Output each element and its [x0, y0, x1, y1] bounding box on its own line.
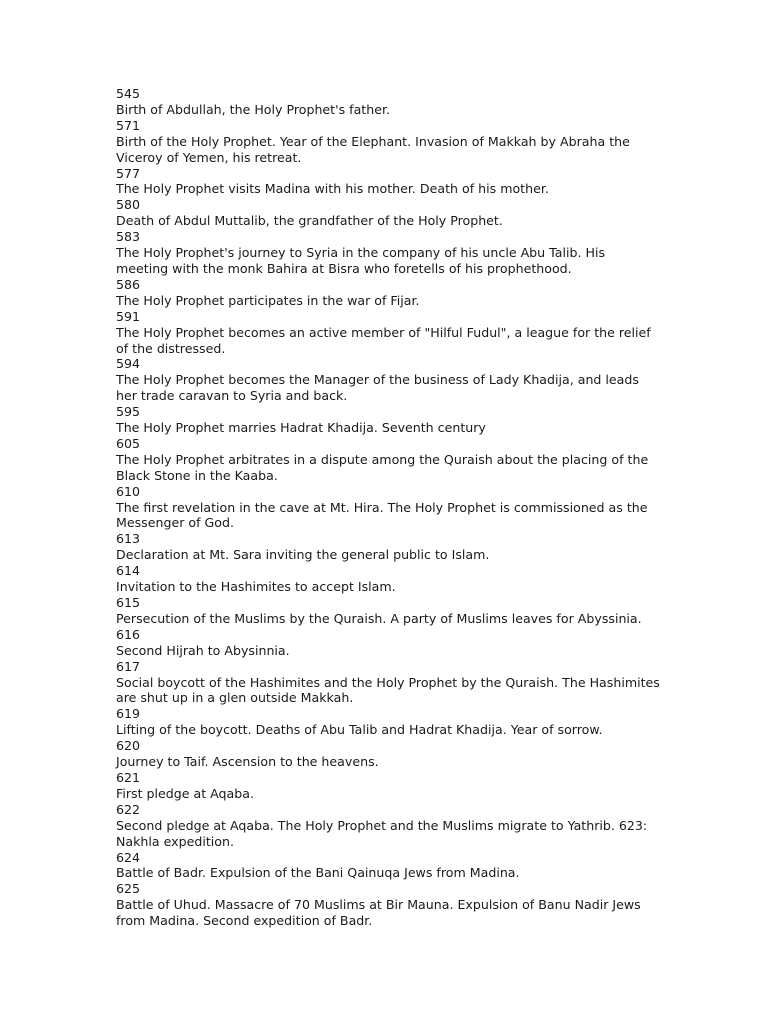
- entry-text: The Holy Prophet becomes the Manager of the business of Lady Khadija, and leads her trade caravan to Syria and back.: [116, 372, 639, 404]
- entry-text: The Holy Prophet participates in the war of Fijar.: [116, 292, 420, 308]
- timeline-entry: [116, 436, 661, 484]
- entry-year: 594: [116, 356, 141, 372]
- entry-year: 624: [116, 849, 141, 865]
- timeline-entry: [116, 484, 661, 532]
- entry-year: 622: [116, 801, 141, 817]
- entry-year: 605: [116, 435, 141, 451]
- entry-text: The Holy Prophet visits Madina with his mother. Death of his mother.: [116, 181, 549, 197]
- entry-text: The Holy Prophet's journey to Syria in the company of his uncle Abu Talib. His meeting with the monk Bahira at Bisra who foretells of his prophethood.: [116, 245, 606, 276]
- entry-text: Death of Abdul Muttalib, the grandfather of the Holy Prophet.: [116, 213, 503, 229]
- timeline-entry: [116, 277, 661, 309]
- entry-text: Persecution of the Muslims by the Quraish. A party of Muslims leaves for Abyssinia.: [116, 610, 642, 626]
- timeline-entry: [116, 166, 661, 198]
- entry-year: 610: [116, 483, 141, 499]
- entry-year: 621: [116, 769, 141, 785]
- entry-year: 577: [116, 165, 141, 181]
- timeline-entry: [116, 706, 661, 738]
- timeline-entry: [116, 738, 661, 770]
- entry-year: 615: [116, 595, 141, 610]
- timeline-entry: [116, 309, 661, 357]
- entry-year: 580: [116, 197, 141, 213]
- timeline-entry: [116, 404, 661, 436]
- entry-year: 571: [116, 117, 141, 133]
- timeline-entry: [116, 118, 661, 166]
- entry-year: 591: [116, 308, 141, 324]
- entry-text: Battle of Uhud. Massacre of 70 Muslims at Bir Mauna. Expulsion of Banu Nadir Jews from Madina. Second expedition of Badr.: [116, 897, 641, 929]
- timeline-entry: [116, 850, 661, 882]
- entry-text: Battle of Badr. Expulsion of the Bani Qainuqa Jews from Madina.: [116, 865, 520, 881]
- entry-text: Social boycott of the Hashimites and the Holy Prophet by the Quraish. The Hashimites are shut up in a glen outside Makkah.: [116, 674, 660, 706]
- timeline-entry: [116, 86, 661, 118]
- entry-text: Birth of the Holy Prophet. Year of the Elephant. Invasion of Makkah by Abraha the Viceroy of Yemen, his retreat.: [116, 133, 630, 165]
- timeline-entry: [116, 770, 661, 802]
- entry-text: Second pledge at Aqaba. The Holy Prophet and the Muslims migrate to Yathrib. 623: Nakhla expedition.: [116, 817, 648, 849]
- entry-year: 625: [116, 881, 141, 897]
- entry-year: 619: [116, 706, 141, 722]
- entry-year: 613: [116, 531, 141, 547]
- entry-year: 545: [116, 86, 141, 101]
- timeline-entry: [116, 659, 661, 707]
- entry-text: Invitation to the Hashimites to accept Islam.: [116, 579, 396, 595]
- entry-text: The first revelation in the cave at Mt. Hira. The Holy Prophet is commissioned as the Messenger of God.: [116, 499, 648, 531]
- entry-text: The Holy Prophet marries Hadrat Khadija. Seventh century: [116, 420, 486, 436]
- entry-year: 583: [116, 229, 141, 245]
- timeline-document: [116, 86, 661, 929]
- timeline-entry: [116, 627, 661, 659]
- entry-text: Declaration at Mt. Sara inviting the general public to Islam.: [116, 547, 490, 563]
- entry-year: 620: [116, 738, 141, 754]
- timeline-entry: [116, 881, 661, 929]
- timeline-entry: [116, 229, 661, 277]
- entry-text: The Holy Prophet becomes an active member of "Hilful Fudul", a league for the relief of the distressed.: [116, 324, 651, 356]
- entry-text: The Holy Prophet arbitrates in a dispute among the Quraish about the placing of the Black Stone in the Kaaba.: [116, 451, 649, 483]
- entry-year: 595: [116, 404, 141, 420]
- entry-text: Birth of Abdullah, the Holy Prophet's father.: [116, 101, 390, 117]
- entry-year: 616: [116, 626, 141, 642]
- timeline-entry: [116, 595, 661, 627]
- entry-text: First pledge at Aqaba.: [116, 785, 254, 801]
- timeline-entry: [116, 356, 661, 404]
- entry-year: 586: [116, 276, 141, 292]
- entry-text: Second Hijrah to Abysinnia.: [116, 642, 290, 658]
- timeline-entry: [116, 531, 661, 563]
- timeline-entry: [116, 563, 661, 595]
- timeline-entry: [116, 197, 661, 229]
- entry-year: 614: [116, 563, 141, 579]
- entry-text: Lifting of the boycott. Deaths of Abu Talib and Hadrat Khadija. Year of sorrow.: [116, 722, 603, 738]
- entry-text: Journey to Taif. Ascension to the heavens.: [116, 754, 379, 770]
- entry-year: 617: [116, 658, 141, 674]
- timeline-entry: [116, 802, 661, 850]
